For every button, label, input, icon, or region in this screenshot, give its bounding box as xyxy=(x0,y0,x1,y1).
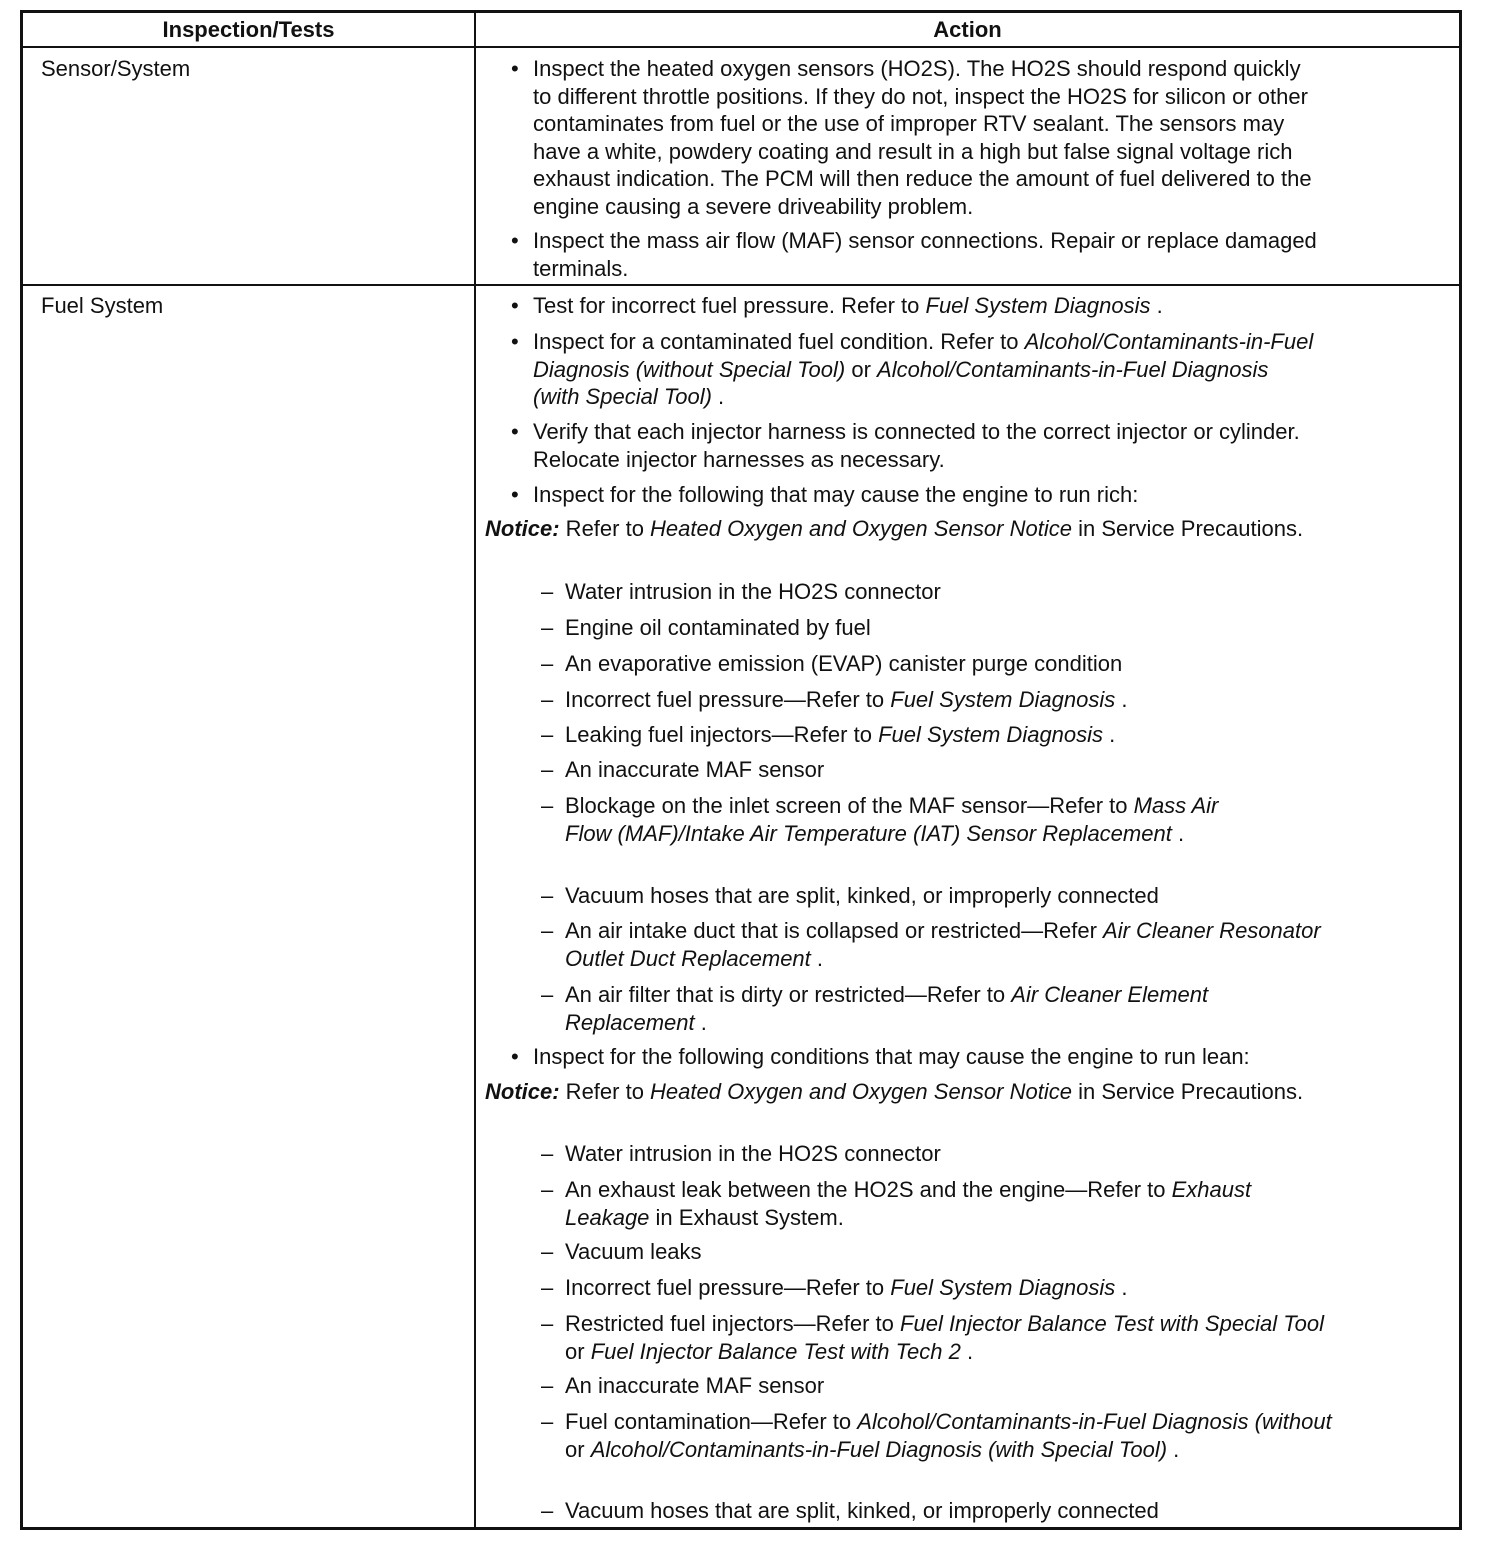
text-line: exhaust indication. The PCM will then reduce the amount of fuel delivered to the xyxy=(533,166,1312,191)
dash-icon: – xyxy=(541,757,554,782)
dash-icon: – xyxy=(541,722,554,747)
text-line: Verify that each injector harness is connected to the correct injector or cylinder. xyxy=(533,419,1300,444)
dash-icon: – xyxy=(541,1177,554,1202)
text-line: Relocate injector harnesses as necessary. xyxy=(533,446,945,472)
list-item: An evaporative emission (EVAP) canister purge condition xyxy=(565,651,1123,676)
list-item: Vacuum hoses that are split, kinked, or improperly connected xyxy=(565,1498,1159,1523)
bullet-icon: • xyxy=(511,56,519,81)
column-header-action: Action xyxy=(933,17,1002,42)
list-item: Engine oil contaminated by fuel xyxy=(565,615,871,640)
list-item: An air filter that is dirty or restricted—Refer to Air Cleaner Element xyxy=(565,982,1209,1007)
dash-icon: – xyxy=(541,1311,554,1336)
list-item-continued: or Alcohol/Contaminants-in-Fuel Diagnosis (with Special Tool) . xyxy=(565,1436,1180,1462)
text-line: engine causing a severe driveability problem. xyxy=(533,193,974,219)
text-line: Inspect the mass air flow (MAF) sensor connections. Repair or replace damaged xyxy=(533,228,1317,253)
list-item-continued: Outlet Duct Replacement . xyxy=(565,945,824,971)
dash-icon: – xyxy=(541,793,554,818)
dash-icon: – xyxy=(541,579,554,604)
list-item: Water intrusion in the HO2S connector xyxy=(565,1141,941,1166)
column-header-inspection: Inspection/Tests xyxy=(162,17,335,42)
text-line: (with Special Tool) . xyxy=(533,384,725,409)
row-label-sensor-system: Sensor/System xyxy=(41,56,191,81)
list-item: An air intake duct that is collapsed or restricted—Refer Air Cleaner Resonator xyxy=(565,918,1321,943)
dash-icon: – xyxy=(541,1498,554,1523)
notice: Notice: Refer to Heated Oxygen and Oxygen Sensor Notice in Service Precautions. xyxy=(485,1079,1304,1104)
dash-icon: – xyxy=(541,687,554,712)
dash-icon: – xyxy=(541,918,554,943)
list-item-continued: Leakage in Exhaust System. xyxy=(565,1204,844,1230)
bullet-icon: • xyxy=(511,329,519,354)
text-line: Inspect for the following conditions that may cause the engine to run lean: xyxy=(533,1044,1250,1069)
text-line: terminals. xyxy=(533,255,629,281)
list-item: Water intrusion in the HO2S connector xyxy=(565,579,941,604)
notice: Notice: Refer to Heated Oxygen and Oxygen Sensor Notice in Service Precautions. xyxy=(485,516,1304,541)
bullet-icon: • xyxy=(511,293,519,318)
bullet-icon: • xyxy=(511,482,519,507)
bullet-icon: • xyxy=(511,228,519,253)
dash-icon: – xyxy=(541,1373,554,1398)
text-line: to different throttle positions. If they do not, inspect the HO2S for silicon or other xyxy=(533,83,1308,109)
bullet-icon: • xyxy=(511,1044,519,1069)
text-line: Inspect the heated oxygen sensors (HO2S). The HO2S should respond quickly xyxy=(533,56,1301,81)
dash-icon: – xyxy=(541,1409,554,1434)
column-divider xyxy=(474,13,476,1527)
list-item-continued: or Fuel Injector Balance Test with Tech 2 . xyxy=(565,1338,974,1364)
list-item: An inaccurate MAF sensor xyxy=(565,757,825,782)
list-item: Leaking fuel injectors—Refer to Fuel System Diagnosis . xyxy=(565,722,1116,747)
list-item: Vacuum hoses that are split, kinked, or improperly connected xyxy=(565,883,1159,908)
dash-icon: – xyxy=(541,1141,554,1166)
header-divider xyxy=(23,46,1459,48)
text-line: Inspect for a contaminated fuel condition. Refer to Alcohol/Contaminants-in-Fuel xyxy=(533,329,1314,354)
dash-icon: – xyxy=(541,883,554,908)
dash-icon: – xyxy=(541,982,554,1007)
dash-icon: – xyxy=(541,1275,554,1300)
list-item: Fuel contamination—Refer to Alcohol/Contaminants-in-Fuel Diagnosis (without xyxy=(565,1409,1332,1434)
text-line: Test for incorrect fuel pressure. Refer to Fuel System Diagnosis . xyxy=(533,293,1163,318)
row-divider xyxy=(23,284,1459,286)
dash-icon: – xyxy=(541,651,554,676)
list-item-continued: Flow (MAF)/Intake Air Temperature (IAT) Sensor Replacement . xyxy=(565,820,1185,846)
text-line: Diagnosis (without Special Tool) or Alcohol/Contaminants-in-Fuel Diagnosis xyxy=(533,356,1269,382)
list-item: An exhaust leak between the HO2S and the engine—Refer to Exhaust xyxy=(565,1177,1252,1202)
list-item: An inaccurate MAF sensor xyxy=(565,1373,825,1398)
dash-icon: – xyxy=(541,1239,554,1264)
list-item: Incorrect fuel pressure—Refer to Fuel System Diagnosis . xyxy=(565,687,1128,712)
row-label-fuel-system: Fuel System xyxy=(41,293,164,318)
list-item: Restricted fuel injectors—Refer to Fuel Injector Balance Test with Special Tool xyxy=(565,1311,1324,1336)
list-item: Vacuum leaks xyxy=(565,1239,702,1264)
list-item-continued: Replacement . xyxy=(565,1009,707,1035)
text-line: Inspect for the following that may cause the engine to run rich: xyxy=(533,482,1139,507)
list-item: Incorrect fuel pressure—Refer to Fuel System Diagnosis . xyxy=(565,1275,1128,1300)
text-line: contaminates from fuel or the use of improper RTV sealant. The sensors may xyxy=(533,111,1285,136)
list-item: Blockage on the inlet screen of the MAF sensor—Refer to Mass Air xyxy=(565,793,1219,818)
bullet-icon: • xyxy=(511,419,519,444)
text-line: have a white, powdery coating and result in a high but false signal voltage rich xyxy=(533,138,1293,164)
dash-icon: – xyxy=(541,615,554,640)
